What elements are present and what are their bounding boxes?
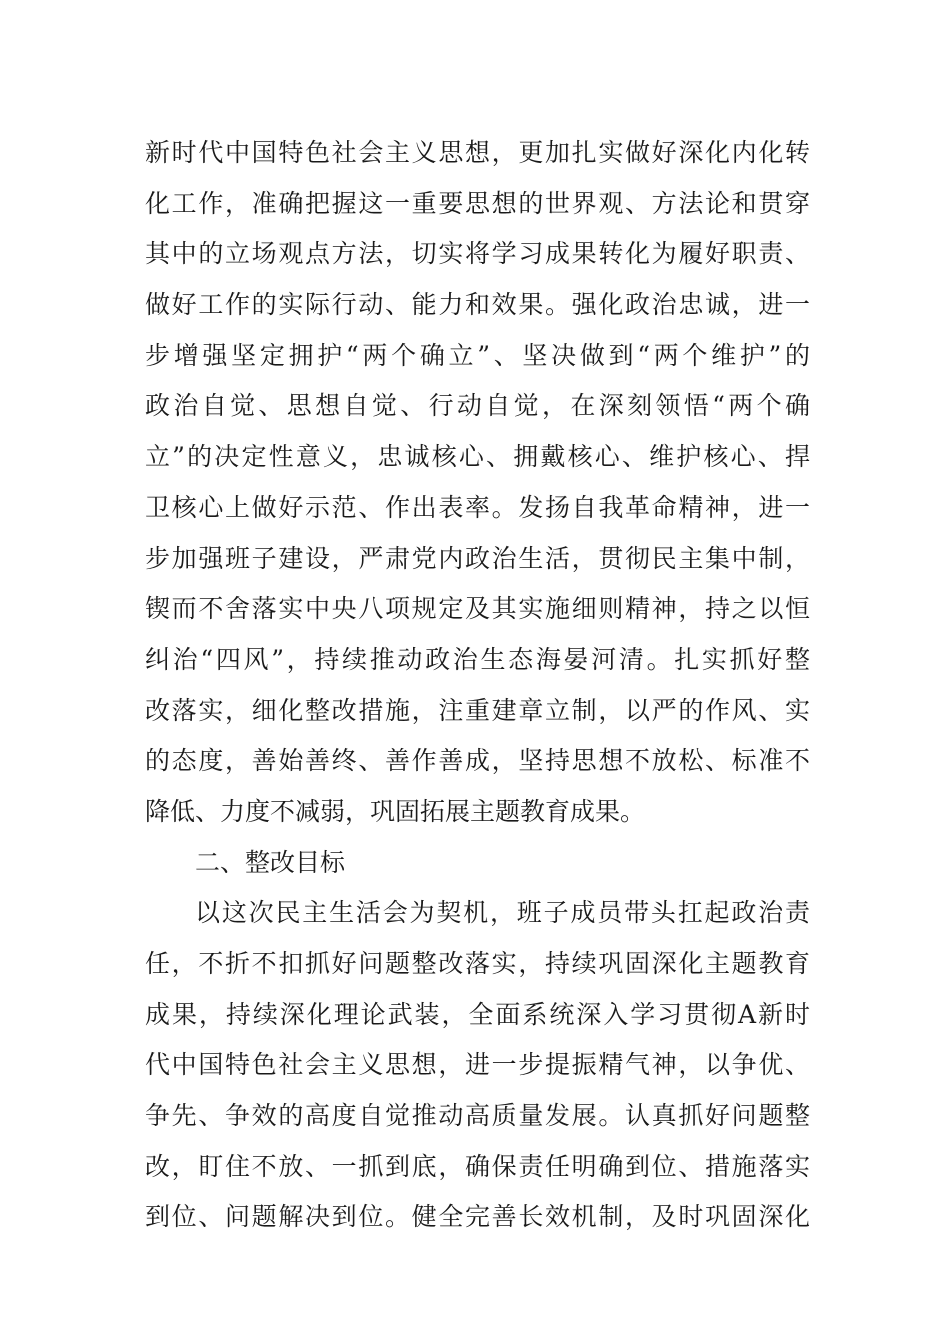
text-line: 其中的立场观点方法，切实将学习成果转化为履好职责、 [145, 239, 810, 269]
text-line: 化工作，准确把握这一重要思想的世界观、方法论和贯穿 [145, 188, 810, 218]
section-heading: 二、整改目标 [195, 847, 346, 877]
text-line: 改，盯住不放、一抓到底，确保责任明确到位、措施落实 [145, 1151, 810, 1181]
text-line: 以这次民主生活会为契机，班子成员带头扛起政治责 [195, 898, 810, 928]
body-text [145, 128, 810, 1243]
text-line: 争先、争效的高度自觉推动高质量发展。认真抓好问题整 [145, 1101, 810, 1131]
text-line: 到位、问题解决到位。健全完善长效机制，及时巩固深化 [145, 1202, 810, 1232]
text-line: 做好工作的实际行动、能力和效果。强化政治忠诚，进一 [145, 290, 810, 320]
text-line: 改落实，细化整改措施，注重建章立制，以严的作风、实 [145, 695, 810, 725]
text-line: 步加强班子建设，严肃党内政治生活，贯彻民主集中制， [145, 543, 810, 573]
text-line: 成果，持续深化理论武装，全面系统深入学习贯彻A新时 [145, 999, 810, 1029]
text-line: 的态度，善始善终、善作善成，坚持思想不放松、标准不 [145, 746, 810, 776]
text-line: 新时代中国特色社会主义思想，更加扎实做好深化内化转 [145, 138, 810, 167]
text-line: 代中国特色社会主义思想，进一步提振精气神，以争优、 [145, 1050, 810, 1080]
text-line: 步增强坚定拥护“两个确立”、坚决做到“两个维护”的 [145, 340, 810, 370]
text-line: 纠治“四风”，持续推动政治生态海晏河清。扎实抓好整 [145, 644, 810, 674]
text-line: 任，不折不扣抓好问题整改落实，持续巩固深化主题教育 [145, 949, 810, 978]
text-line: 卫核心上做好示范、作出表率。发扬自我革命精神，进一 [145, 492, 810, 522]
text-line: 政治自觉、思想自觉、行动自觉，在深刻领悟“两个确 [145, 391, 810, 421]
text-line: 锲而不舍落实中央八项规定及其实施细则精神，持之以恒 [145, 594, 810, 624]
text-line: 降低、力度不减弱，巩固拓展主题教育成果。 [145, 796, 646, 826]
text-line: 立”的决定性意义，忠诚核心、拥戴核心、维护核心、捍 [145, 442, 810, 472]
